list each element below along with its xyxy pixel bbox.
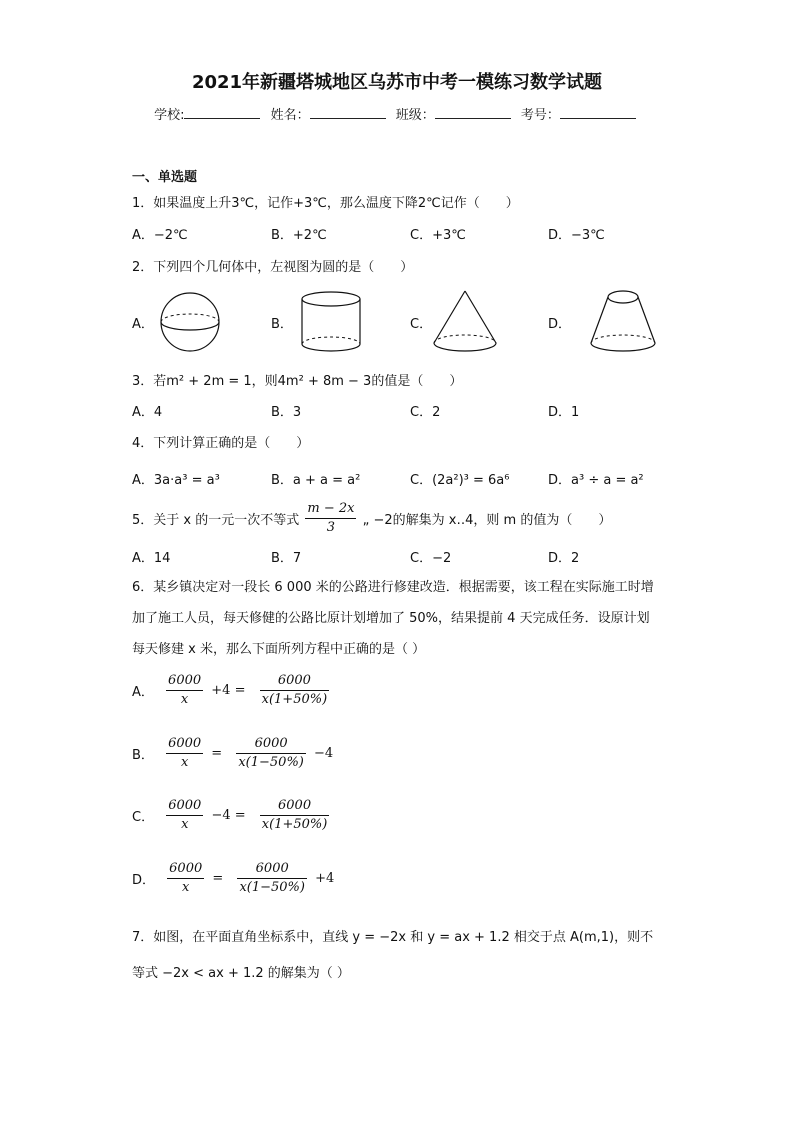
- q6-option-d[interactable]: [132, 860, 336, 897]
- name-blank[interactable]: [310, 106, 386, 119]
- number-blank[interactable]: [560, 106, 636, 119]
- q2-option-d[interactable]: D．: [548, 317, 572, 332]
- q6-option-a[interactable]: [132, 672, 335, 709]
- q6-option-d-label: D．: [132, 873, 156, 888]
- q6-c-left-num: 6000: [166, 797, 203, 816]
- q6-option-b-label: B．: [132, 748, 154, 763]
- school-label: 学校:: [154, 108, 185, 123]
- q6-option-c[interactable]: [132, 797, 335, 834]
- q1-option-d[interactable]: D．−3℃: [548, 228, 605, 243]
- q1-option-b[interactable]: B．+2℃: [271, 228, 327, 243]
- q5-option-b[interactable]: B．7: [271, 551, 302, 566]
- q6-b-right-num: 6000: [236, 735, 306, 754]
- q6-d-right-op: +4: [315, 871, 335, 886]
- question-2: 2．下列四个几何体中，左视图为圆的是（ ）: [132, 260, 414, 275]
- school-blank[interactable]: [184, 106, 260, 119]
- q1-option-c[interactable]: C．+3℃: [410, 228, 466, 243]
- q4-option-c[interactable]: C．(2a²)³ = 6a⁶: [410, 473, 510, 488]
- q6-d-left-op: =: [212, 871, 224, 886]
- question-5: [132, 500, 611, 537]
- q6-option-a-label: A．: [132, 685, 154, 700]
- class-label: 班级：: [395, 108, 435, 123]
- q6-b-left-den: x: [180, 755, 189, 770]
- q6-c-left-den: x: [181, 817, 189, 832]
- question-7: 7．如图，在平面直角坐标系中，直线 y = −2x 和 y = ax + 1.2 相交于点 A(m,1)，则不等式 −2x < ax + 1.2 的解集为（ ）: [132, 930, 654, 981]
- page-title: 2021年新疆塔城地区乌苏市中考一模练习数学试题: [191, 72, 603, 93]
- q6-a-right-den: x(1+50%): [261, 692, 328, 707]
- name-label: 姓名：: [270, 108, 310, 123]
- q2-option-c[interactable]: C．: [410, 317, 433, 332]
- q6-c-left-op: −4 =: [211, 808, 246, 823]
- question-6: 6．某乡镇决定对一段长 6 000 米的公路进行修建改造．根据需要，该工程在实际施工时增加了施工人员，每天修健的公路比原计划增加了 50%，结果提前 4 天完成任务．设原计划每天修建 x 米，那么下面所列方程中正确的是（ ）: [132, 580, 654, 657]
- q3-option-d[interactable]: D．1: [548, 405, 580, 420]
- number-label: 考号：: [520, 108, 560, 123]
- q6-d-left-num: 6000: [167, 860, 204, 879]
- q5-fraction-denominator: 3: [326, 520, 336, 535]
- q3-option-b[interactable]: B．3: [271, 405, 302, 420]
- q5-option-c[interactable]: C．−2: [410, 551, 452, 566]
- q6-c-right-den: x(1+50%): [261, 817, 328, 832]
- q5-option-d[interactable]: D．2: [548, 551, 580, 566]
- question-1: 1．如果温度上升3℃，记作+3℃，那么温度下降2℃记作（ ）: [132, 196, 519, 211]
- q6-d-right-num: 6000: [237, 860, 307, 879]
- q6-d-right-den: x(1−50%): [239, 880, 305, 895]
- q6-a-left-op: +4 =: [211, 683, 246, 698]
- q5-prefix: 5．关于 x 的一元一次不等式: [132, 513, 300, 528]
- q5-suffix: „ −2的解集为 x‥4，则 m 的值为（ ）: [362, 513, 612, 528]
- q5-fraction: [305, 500, 356, 537]
- sphere-figure: [158, 290, 222, 354]
- q3-option-a[interactable]: A．4: [132, 405, 163, 420]
- q6-b-right-op: −4: [314, 746, 334, 761]
- q5-option-a[interactable]: A．14: [132, 551, 171, 566]
- q6-a-left-den: x: [180, 692, 189, 707]
- q5-fraction-numerator: m − 2x: [305, 500, 356, 519]
- q6-a-right-num: 6000: [260, 672, 330, 691]
- q6-a-left-num: 6000: [166, 672, 203, 691]
- frustum-figure: [588, 289, 658, 355]
- q1-option-a[interactable]: A．−2℃: [132, 228, 188, 243]
- q3-option-c[interactable]: C．2: [410, 405, 441, 420]
- q6-d-left-den: x: [182, 880, 190, 895]
- q4-option-a[interactable]: A．3a·a³ = a³: [132, 473, 220, 488]
- q6-c-right-num: 6000: [260, 797, 330, 816]
- q6-b-left-num: 6000: [166, 735, 203, 754]
- section-heading: 一、单选题: [132, 170, 198, 185]
- question-3: 3．若m² + 2m = 1，则4m² + 8m − 3的值是（ ）: [132, 374, 463, 389]
- question-4: 4．下列计算正确的是（ ）: [132, 436, 310, 451]
- cone-figure: [432, 289, 498, 355]
- student-info-line: [0, 104, 794, 123]
- q6-option-b[interactable]: [132, 735, 335, 772]
- q2-option-a[interactable]: A．: [132, 317, 154, 332]
- q4-option-b[interactable]: B．a + a = a²: [271, 473, 361, 488]
- q4-option-d[interactable]: D．a³ ÷ a = a²: [548, 473, 644, 488]
- q6-option-c-label: C．: [132, 810, 155, 825]
- cylinder-figure: [300, 290, 362, 354]
- q2-option-b[interactable]: B．: [271, 317, 293, 332]
- q6-b-left-op: =: [211, 746, 223, 761]
- class-blank[interactable]: [435, 106, 511, 119]
- q6-b-right-den: x(1−50%): [238, 755, 304, 770]
